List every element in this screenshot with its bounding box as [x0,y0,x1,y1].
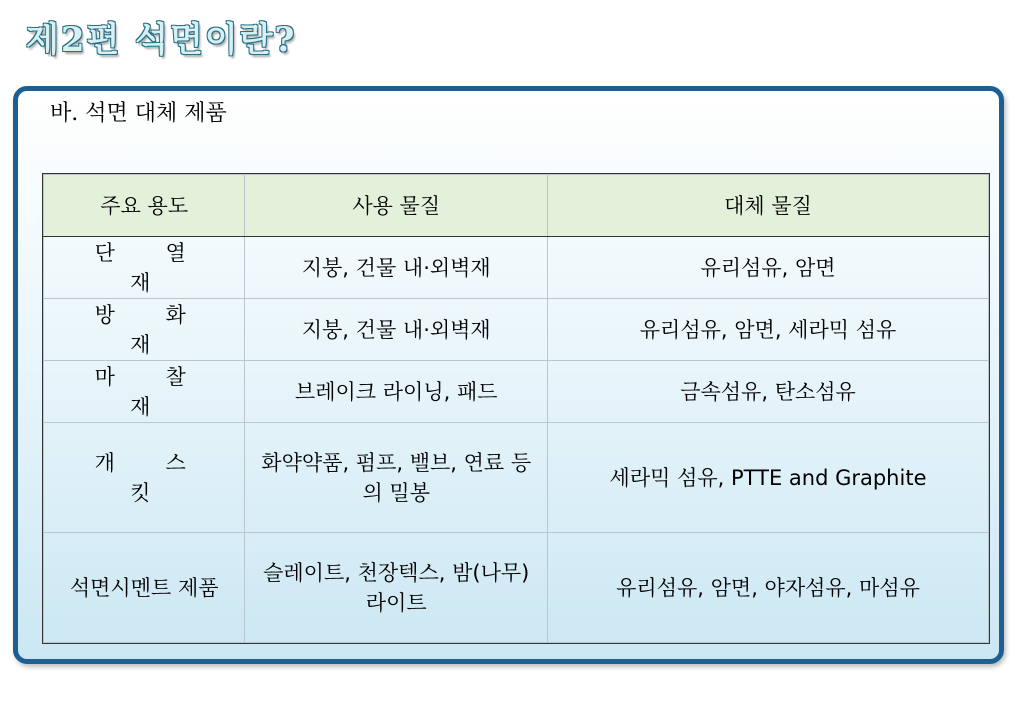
cell-substitute-material: 유리섬유, 암면, 야자섬유, 마섬유 [548,533,989,643]
cell-substitute-material: 세라믹 섬유, PTTE and Graphite [548,423,989,533]
header-substitute-material: 대체 물질 [548,175,989,237]
cell-main-use: 단 열 재 [44,237,245,299]
table-row [44,237,989,299]
header-main-use: 주요 용도 [44,175,245,237]
cell-used-material: 브레이크 라이닝, 패드 [245,361,548,423]
cell-used-material: 지붕, 건물 내·외벽재 [245,237,548,299]
content-panel [13,86,1004,664]
table-row [44,423,989,533]
cell-main-use: 석면시멘트 제품 [44,533,245,643]
cell-used-material: 화약약품, 펌프, 밸브, 연료 등의 밀봉 [245,423,548,533]
table-row [44,299,989,361]
cell-main-use: 개 스 킷 [44,423,245,533]
cell-substitute-material: 금속섬유, 탄소섬유 [548,361,989,423]
cell-used-material: 슬레이트, 천장텍스, 밤(나무)라이트 [245,533,548,643]
cell-main-use: 방 화 재 [44,299,245,361]
slide-title: 제2편 석면이란? [26,20,297,60]
cell-substitute-material: 유리섬유, 암면 [548,237,989,299]
cell-main-use: 마 찰 재 [44,361,245,423]
cell-substitute-material: 유리섬유, 암면, 세라믹 섬유 [548,299,989,361]
table-row [44,533,989,643]
section-heading: 바. 석면 대체 제품 [50,101,227,126]
cell-used-material: 지붕, 건물 내·외벽재 [245,299,548,361]
asbestos-substitute-table [43,174,989,643]
header-used-material: 사용 물질 [245,175,548,237]
table-row [44,361,989,423]
table-header-row [44,175,989,237]
